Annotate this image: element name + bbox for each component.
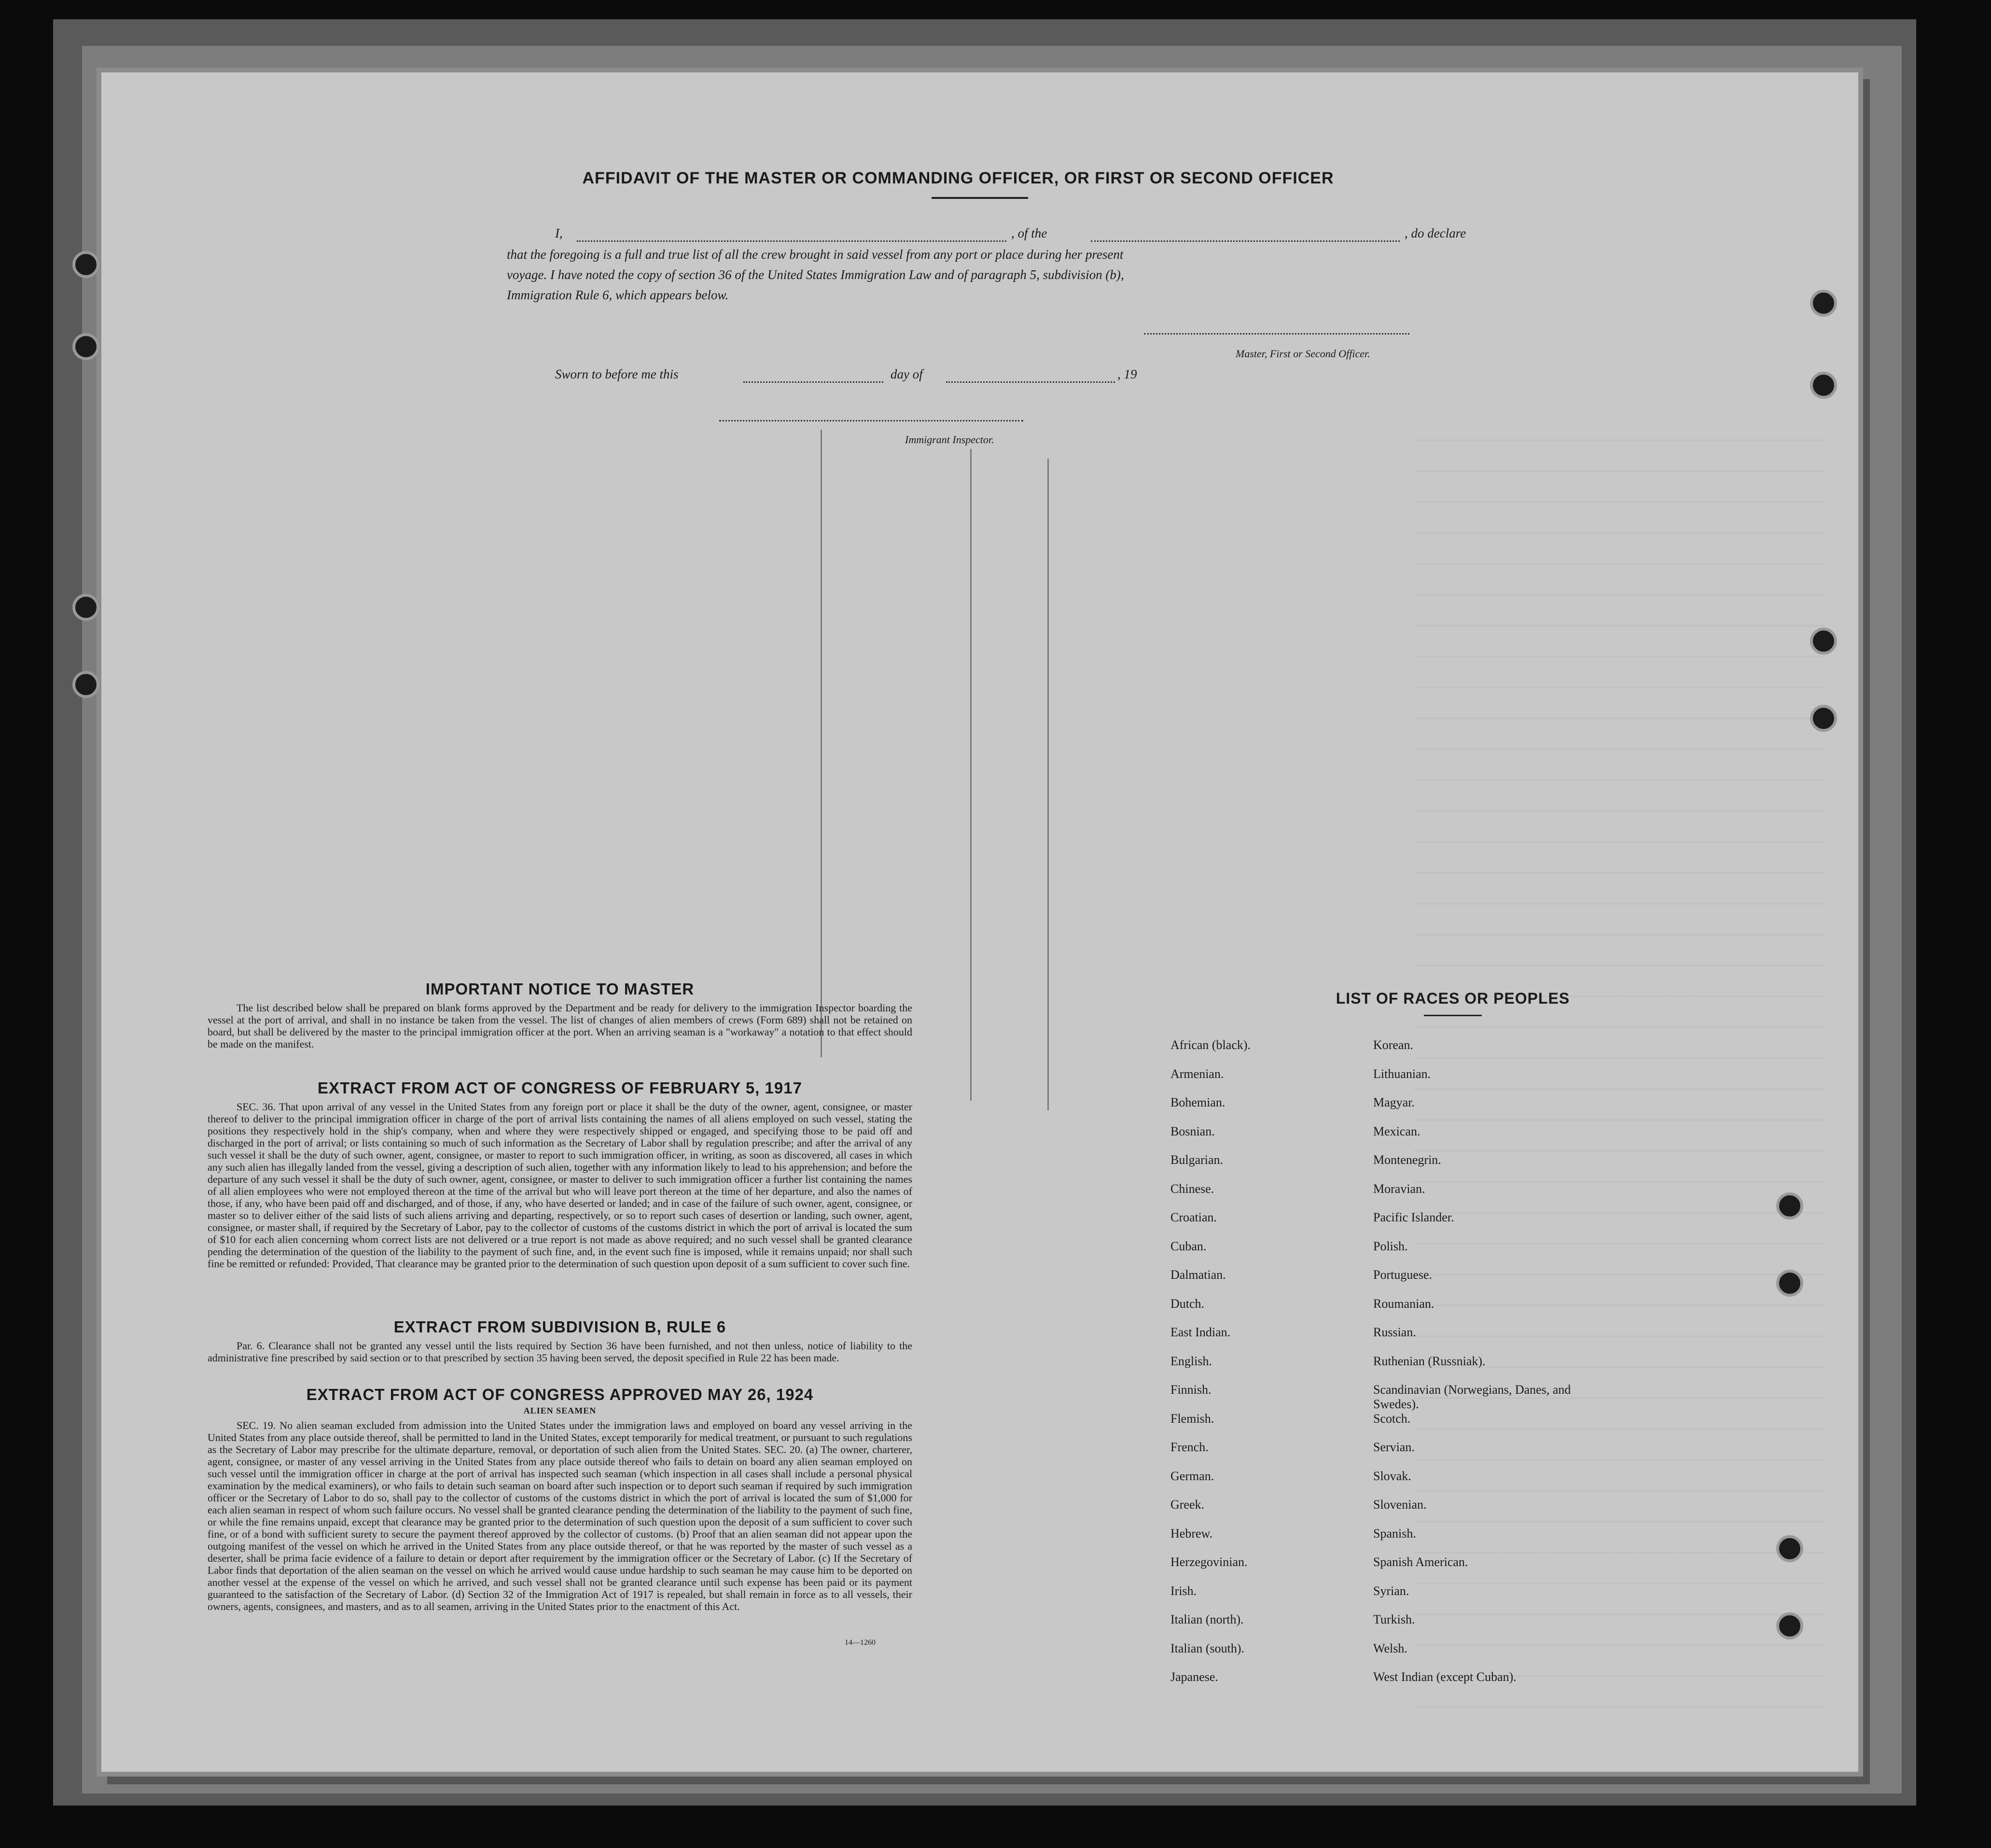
- subdivision-b-heading: EXTRACT FROM SUBDIVISION B, RULE 6: [393, 1318, 726, 1336]
- bleed-through-rule: [970, 449, 972, 1101]
- race-item: Herzegovinian.: [1170, 1555, 1248, 1569]
- race-item: Armenian.: [1170, 1066, 1224, 1081]
- race-item: Roumanian.: [1373, 1296, 1434, 1311]
- affidavit-line-1: [555, 226, 1569, 241]
- extract-1917-heading: EXTRACT FROM ACT OF CONGRESS OF FEBRUARY 5, 1917: [318, 1079, 802, 1097]
- punch-hole: [1810, 705, 1837, 732]
- race-item: Bulgarian.: [1170, 1153, 1224, 1167]
- race-item: Dalmatian.: [1170, 1268, 1226, 1282]
- sworn-line: [555, 367, 1231, 382]
- vessel-blank[interactable]: [1091, 240, 1400, 242]
- race-item: Cuban.: [1170, 1239, 1207, 1253]
- bleed-through: [1414, 410, 1824, 1714]
- sworn-month-blank[interactable]: [946, 381, 1115, 383]
- race-item: Slovak.: [1373, 1469, 1411, 1483]
- name-blank[interactable]: [577, 240, 1006, 242]
- document-page: [101, 72, 1858, 1772]
- of-the-label: , of the: [1011, 226, 1047, 240]
- race-item: Greek.: [1170, 1498, 1205, 1512]
- punch-hole: [72, 251, 99, 278]
- race-item: Italian (north).: [1170, 1612, 1244, 1626]
- i-label: I,: [555, 226, 563, 240]
- race-item: Bohemian.: [1170, 1095, 1225, 1109]
- race-item: Slovenian.: [1373, 1498, 1427, 1512]
- race-item: Croatian.: [1170, 1210, 1217, 1224]
- race-item: Lithuanian.: [1373, 1066, 1431, 1081]
- races-heading-rule: [1424, 1015, 1482, 1016]
- race-item: African (black).: [1170, 1038, 1251, 1052]
- race-item: Spanish.: [1373, 1526, 1416, 1540]
- notice-heading: IMPORTANT NOTICE TO MASTER: [425, 980, 695, 998]
- race-item: Finnish.: [1170, 1383, 1211, 1397]
- bleed-through-rule: [821, 430, 822, 1057]
- race-item: Pacific Islander.: [1373, 1210, 1454, 1224]
- master-signature-line[interactable]: [1144, 333, 1409, 335]
- race-item: Magyar.: [1373, 1095, 1415, 1109]
- inspector-signature-label: Immigrant Inspector.: [905, 434, 994, 446]
- affidavit-line-2: that the foregoing is a full and true list of all the crew brought in said vessel from any port or place during her present: [507, 247, 1124, 262]
- race-item: Ruthenian (Russniak).: [1373, 1354, 1486, 1368]
- punch-hole: [1776, 1612, 1803, 1639]
- extract-1917-body: SEC. 36. That upon arrival of any vessel in the United States from any foreign port or place it shall be the duty of the owner, agent, consignee, or master thereof to deliver to the principal immigration officer in charge of the port of arrival lists containing the names of all aliens employed on such vessel, stating the positions they respectively hold in the ship's company, when and where they were respectively shipped or engaged, and specifying those to be paid off and discharged in the port of arrival; or lists containing so much of such information as the Secretary of Labor shall by regulation prescribe; and after the arrival of any such vessel it shall be the duty of such owner, agent, consignee, or master to report to such immigration officer, in writing, as soon as discovered, all cases in which any such alien has illegally landed from the vessel, giving a description of such alien, together with any information likely to lead to his apprehension; and before the departure of any such vessel it shall be the duty of such owner, agent, consignee, or master to deliver to such immigration officer a further list containing the names of all alien employees who were not employed thereon at the time of the arrival but who will leave port thereon at the time of her departure, and also the names of those, if any, who have been paid off and discharged, and of those, if any, who have deserted or landed; and in case of the failure of such owner, agent, consignee, or master so to deliver either of the said lists of such aliens arriving and departing, respectively, or so to report such cases of desertion or landing, such owner, agent, consignee, or master shall, if required by the Secretary of Labor, pay to the collector of customs of the customs district in which the port of arrival is located the sum of $10 for each alien concerning whom correct lists are not delivered or a true report is not made as above required; and no such vessel shall be granted clearance pending the determination of the question of the liability to the payment of such fine, and, in the event such fine is imposed, while it remains unpaid; nor shall such fine be remitted or refunded: Provided, That clearance may be granted prior to the determination of such question upon deposit of a sum sufficient to cover such fine.: [208, 1101, 912, 1270]
- punch-hole: [1810, 290, 1837, 317]
- alien-seamen-subheading: ALIEN SEAMEN: [523, 1406, 597, 1415]
- race-item: Scandinavian (Norwegians, Danes, and Swedes).: [1373, 1383, 1571, 1411]
- race-item: Turkish.: [1373, 1612, 1415, 1626]
- punch-hole: [1776, 1535, 1803, 1562]
- affidavit-heading: AFFIDAVIT OF THE MASTER OR COMMANDING OFFICER, OR FIRST OR SECOND OFFICER: [582, 169, 1334, 187]
- punch-hole: [1810, 628, 1837, 655]
- race-item: Portuguese.: [1373, 1268, 1433, 1282]
- race-item: Welsh.: [1373, 1641, 1407, 1655]
- race-item: Irish.: [1170, 1583, 1197, 1598]
- race-item: Japanese.: [1170, 1670, 1218, 1684]
- race-item: Flemish.: [1170, 1411, 1214, 1426]
- race-item: West Indian (except Cuban).: [1373, 1670, 1517, 1684]
- race-item: Spanish American.: [1373, 1555, 1468, 1569]
- race-item: Chinese.: [1170, 1181, 1214, 1196]
- declare-label: , do declare: [1405, 226, 1466, 240]
- affidavit-line-4: Immigration Rule 6, which appears below.: [507, 288, 729, 302]
- race-item: East Indian.: [1170, 1325, 1231, 1339]
- extract-1924-body: SEC. 19. No alien seaman excluded from admission into the United States under the immigration laws and employed on board any vessel arriving in the United States from any place outside thereof, shall be permitted to land in the United States, except temporarily for medical treatment, or pursuant to such regulations as the Secretary of Labor may prescribe for the ultimate departure, removal, or deportation of such alien from the United States. SEC. 20. (a) The owner, charterer, agent, consignee, or master of any vessel arriving in the United States from any place outside thereof who fails to detain on board any alien seaman employed on such vessel until the immigration officer in charge at the port of arrival has inspected such seaman (which inspection in all cases shall include a personal physical examination by the medical examiners), or who fails to detain such seaman on board after such inspection or to deport such seaman if required by such immigration officer or the Secretary of Labor to do so, shall pay to the collector of customs of the customs district in which the port of arrival is located the sum of $1,000 for each alien seaman in respect of whom such failure occurs. No vessel shall be granted clearance pending the determination of the liability to the payment of such fine, or while the fine remains unpaid, except that clearance may be granted prior to the determination of such question upon the deposit of a sum sufficient to cover such fine, or of a bond with sufficient surety to secure the payment thereof approved by the collector of customs. (b) Proof that an alien seaman did not appear upon the outgoing manifest of the vessel on which he arrived in the United States from any place outside thereof, or that he was reported by the master of such vessel as a deserter, shall be prima facie evidence of a failure to detain or deport after requirement by the immigration officer or the Secretary of Labor. (c) If the Secretary of Labor finds that deportation of the alien seaman on the vessel on which he arrived would cause undue hardship to such seaman he may cause him to be deported on another vessel at the expense of the vessel on which he arrived, and such vessel shall not be granted clearance until such expense has been paid or its payment guaranteed to the satisfaction of the Secretary of Labor. (d) Section 32 of the Immigration Act of 1917 is repealed, but shall remain in force as to all vessels, their owners, agents, consignees, and masters, and as to all seamen, arriving in the United States prior to the enactment of this Act.: [208, 1419, 912, 1612]
- form-number: 14—1260: [845, 1638, 876, 1647]
- master-signature-label: Master, First or Second Officer.: [1236, 348, 1370, 360]
- inspector-signature-line[interactable]: [719, 420, 1023, 421]
- race-item: English.: [1170, 1354, 1212, 1368]
- punch-hole: [1810, 372, 1837, 399]
- race-item: Dutch.: [1170, 1296, 1205, 1311]
- sworn-day-blank[interactable]: [743, 381, 883, 383]
- races-heading: LIST OF RACES OR PEOPLES: [1336, 990, 1570, 1007]
- race-item: Scotch.: [1373, 1411, 1411, 1426]
- day-of-label: day of: [891, 367, 923, 381]
- sworn-label: Sworn to before me this: [555, 367, 679, 381]
- subdivision-b-body: Par. 6. Clearance shall not be granted any vessel until the lists required by Section 36 have been furnished, and not then unless, notice of liability to the administrative fine prescribed by said section or to that prescribed by section 35 having been served, the deposit specified in Rule 22 has been made.: [208, 1340, 912, 1364]
- extract-1924-heading: EXTRACT FROM ACT OF CONGRESS APPROVED MAY 26, 1924: [306, 1386, 814, 1403]
- race-item: Korean.: [1373, 1038, 1414, 1052]
- race-item: Polish.: [1373, 1239, 1408, 1253]
- affidavit-line-3: voyage. I have noted the copy of section 36 of the United States Immigration Law and of paragraph 5, subdivision (b),: [507, 267, 1124, 282]
- race-item: French.: [1170, 1440, 1209, 1454]
- heading-rule: [932, 197, 1028, 199]
- race-item: Hebrew.: [1170, 1526, 1213, 1540]
- race-item: Italian (south).: [1170, 1641, 1245, 1655]
- notice-body: The list described below shall be prepared on blank forms approved by the Department and be ready for delivery to the immigration Inspector boarding the vessel at the port of arrival, and shall in no instance be taken from the vessel. The list of changes of alien members of crews (Form 689) shall not be retained on board, but shall be delivered by the master to the principal immigration officer at the port. When an arriving seaman is a "workaway" a notation to that effect should be made on the manifest.: [208, 1002, 912, 1050]
- punch-hole: [72, 671, 99, 698]
- punch-hole: [72, 333, 99, 360]
- punch-hole: [1776, 1192, 1803, 1219]
- race-item: Syrian.: [1373, 1583, 1409, 1598]
- race-item: Bosnian.: [1170, 1124, 1215, 1138]
- race-item: Moravian.: [1373, 1181, 1425, 1196]
- race-item: Russian.: [1373, 1325, 1416, 1339]
- race-item: Servian.: [1373, 1440, 1415, 1454]
- race-item: German.: [1170, 1469, 1214, 1483]
- race-item: Mexican.: [1373, 1124, 1420, 1138]
- race-item: Montenegrin.: [1373, 1153, 1441, 1167]
- bleed-through-rule: [1047, 459, 1049, 1110]
- punch-hole: [72, 594, 99, 621]
- year-label: , 19: [1117, 367, 1137, 381]
- punch-hole: [1776, 1270, 1803, 1297]
